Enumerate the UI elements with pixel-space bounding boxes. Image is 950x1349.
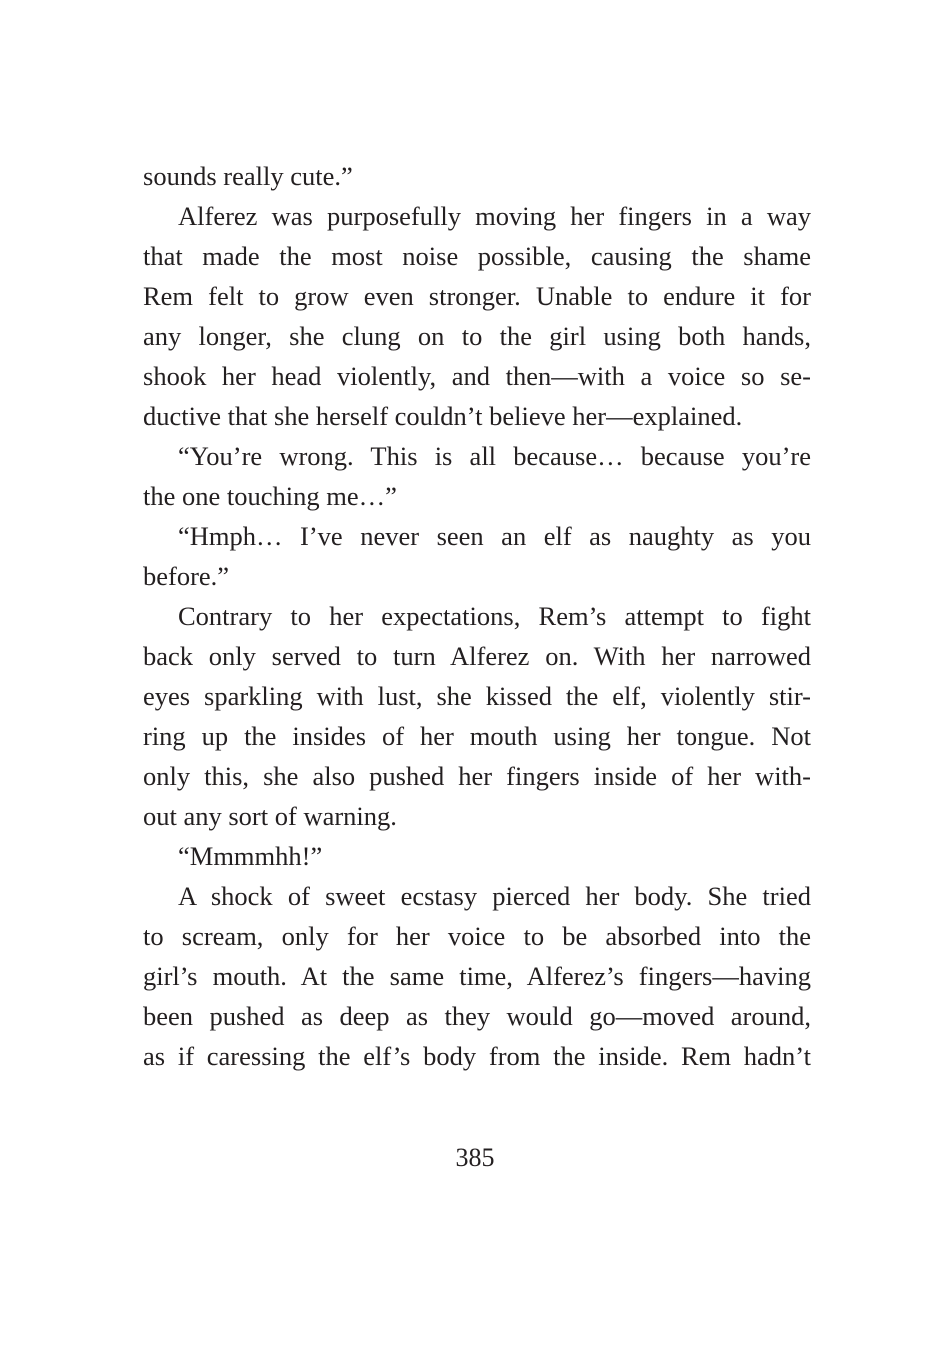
text-line: sounds really cute.” bbox=[143, 161, 353, 191]
text-line: Alferez was purposefully moving her fingers in a way bbox=[178, 201, 811, 231]
body-text bbox=[143, 156, 811, 1076]
text-line: ductive that she herself couldn’t believe her—explained. bbox=[143, 401, 743, 431]
text-line: Rem felt to grow even stronger. Unable to endure it for bbox=[143, 281, 811, 311]
text-line: Contrary to her expectations, Rem’s attempt to fight bbox=[178, 601, 811, 631]
text-line: been pushed as deep as they would go—moved around, bbox=[143, 1001, 811, 1031]
text-line: shook her head violently, and then—with a voice so se- bbox=[143, 361, 811, 391]
text-line: as if caressing the elf’s body from the inside. Rem hadn’t bbox=[143, 1041, 811, 1071]
text-line: back only served to turn Alferez on. With her narrowed bbox=[143, 641, 811, 671]
text-line: “Hmph… I’ve never seen an elf as naughty as you bbox=[178, 521, 811, 551]
text-line: any longer, she clung on to the girl using both hands, bbox=[143, 321, 811, 351]
text-line: A shock of sweet ecstasy pierced her body. She tried bbox=[178, 881, 811, 911]
text-line: to scream, only for her voice to be absorbed into the bbox=[143, 921, 811, 951]
text-line: the one touching me…” bbox=[143, 481, 397, 511]
text-line: that made the most noise possible, causing the shame bbox=[143, 241, 811, 271]
text-line: ring up the insides of her mouth using her tongue. Not bbox=[143, 721, 811, 751]
text-line: girl’s mouth. At the same time, Alferez’s fingers—having bbox=[143, 961, 811, 991]
text-line: out any sort of warning. bbox=[143, 801, 397, 831]
text-line: eyes sparkling with lust, she kissed the elf, violently stir- bbox=[143, 681, 811, 711]
text-line: only this, she also pushed her fingers inside of her with- bbox=[143, 761, 811, 791]
text-line: “You’re wrong. This is all because… because you’re bbox=[178, 441, 811, 471]
page-number: 385 bbox=[455, 1143, 495, 1172]
text-line: “Mmmmhh!” bbox=[178, 841, 323, 871]
text-line: before.” bbox=[143, 561, 230, 591]
